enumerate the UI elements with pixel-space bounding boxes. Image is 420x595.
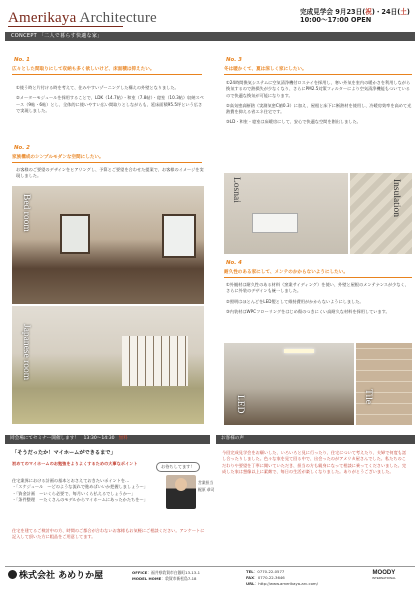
- company-name: 株式会社 あめりか屋: [8, 570, 103, 583]
- sec2-summary: 家族構成のシンプルモダンな空間にしたい。: [12, 155, 202, 163]
- open-date: 完成見学会 9月23日(祝)・24日(土): [300, 8, 410, 16]
- tile-photo: [356, 343, 412, 425]
- shoji: [122, 336, 188, 386]
- sec1-item: ②メーターモジュールを採用することで、LDK（14.7帖）・和室（7.8帖）・寝室（10.3帖）収納スペース（9帖・6帖）とし、全体的に使いやすい広い間取りとしながらも、延床面積95.5坪という広さで実現しました。: [16, 95, 204, 113]
- window: [162, 214, 196, 258]
- ventilation-unit: [252, 213, 298, 233]
- sec2-number: No. 2: [14, 145, 30, 151]
- contact-info: [246, 569, 318, 587]
- bedroom-photo: [12, 186, 204, 304]
- logo-underline: [8, 26, 123, 27]
- sec3-item: ①24時間換気システムに空気清浄機付ロスナイを採用し、寒い外気を室内の暖かさを利用しながら換気するので熱損失が少なくなり、さらにPM2.5対策フィルターにより空気清浄機能もついているので快適な換気が可能になります。: [226, 80, 411, 98]
- voice-text: 今回完成見学会をお願いした、いろいろと見に行ったり、住宅について考えたり、夫婦で何度も話し合ったりしました。色々な家を見て回る中で、出会ったのがアメリカ屋さんでした。私たちのこだわりや要望を丁寧に聞いていただき、担当の方も親身になって相談に乗ってくださいました。完成した家は想像以上に素敵で、毎日の生活が楽しくなりました。ありがとうございました。: [222, 450, 407, 474]
- japanese-room-label: Japanese room: [20, 324, 31, 381]
- seminar-bullet: ・「条件整理 〜たくさんのモデルからマイホームにあったかたちを〜」: [12, 496, 148, 502]
- sec3-item: ②高気密高断熱（実測気密C値0.3）に加え、屋根と床下に断熱材を使用し、冷暖房効率を高めて光熱費を抑える省エネ住宅です。: [226, 102, 412, 115]
- sec4-items: [226, 282, 412, 315]
- seminar-subtitle: 初めてのマイホームのお勉強をよりよくするための大事なポイント: [12, 461, 138, 466]
- sec4-item: ①外観材は耐久性のある材料（窯業サイディング）を使い、外壁と屋根のメンテナンスが少なく、さらに外装のデザインも統一しました。: [226, 282, 409, 294]
- office-address: OFFICE：福井県敦賀市白銀町13-13-1: [132, 570, 201, 575]
- seminar-bar: 同会場にてセミナー開催します！ 13:30～14:30 無料: [5, 435, 210, 444]
- concept-bar: CONCEPT 「二人で暮らす快適な家」: [5, 32, 415, 41]
- sec1-item: ①使う時と片付ける時を考えて、住みやすいゾーニングした構えの外壁となりました。: [16, 85, 179, 90]
- moody-logo: MOODY INTERNATIONAL: [372, 570, 396, 580]
- sec4-item: ②照明はほとんどをLED製として維持費用がかからないようにしました。: [226, 298, 364, 304]
- sec1-summary: 広々とした間取りにして収納も多く欲しいけど、床面積は抑えたい。: [12, 67, 202, 75]
- staff-title: 営業担当: [198, 480, 214, 485]
- footer-divider: [5, 566, 415, 567]
- bedroom-label: Bed room: [20, 194, 31, 232]
- japanese-room-photo: [12, 306, 204, 424]
- led-label: LED: [234, 395, 245, 414]
- sec3-items: [226, 80, 412, 126]
- seminar-bullets: [12, 478, 162, 503]
- seminar-note: 住宅を建てるご検討中の方、時間のご都合が合わないお客様もお気軽にご相談ください。アンケートに記入して頂いた方に粗品をご用意してます。: [12, 528, 205, 540]
- staff-face: [175, 478, 187, 491]
- tel: TEL：0770-22-0577: [246, 569, 285, 574]
- sec4-item: ③内装材はWPCフローリングをはじめ傷のつきにくい高耐久な材料を採用しています。: [226, 308, 390, 314]
- losnai-photo: [224, 173, 348, 254]
- tile-label: Tile: [362, 389, 373, 404]
- insulation-label: Insulation: [390, 179, 401, 217]
- model-address: MODEL HOME：敦賀市新松島7-18: [132, 576, 197, 582]
- seminar-bullet: ・「資金計画 〜いくら必要で、毎月いくら払えるでしょうか〜」: [12, 490, 136, 496]
- fax: FAX：0770-22-3646: [246, 575, 285, 581]
- window: [60, 214, 90, 254]
- sec4-summary: 耐久性のある家にして、メンテのかからないようにしたい。: [224, 270, 412, 278]
- url[interactable]: URL：http://www.amerikaya-arc.com/: [246, 581, 318, 587]
- sec1-number: No. 1: [14, 57, 30, 63]
- sec3-item: ③LD・和室・寝室は床暖房にして、安心で快適な空間を創出しました。: [226, 119, 361, 125]
- led-photo: [224, 343, 354, 425]
- sec3-number: No. 3: [226, 57, 242, 63]
- office-info: [132, 570, 200, 582]
- speech-bubble: お待ちしてます！: [156, 462, 200, 472]
- staff-name: 梶原 恭司: [198, 487, 215, 492]
- sec2-text: お客様のご要望のデザインをヒアリングし、予算とご要望を合わせた提案で、お客様のイメージを実現しました。: [16, 167, 204, 179]
- losnai-label: Losnai: [230, 177, 241, 203]
- sec3-summary: 冬は暖かくて、夏は涼しく家にしたい。: [224, 67, 412, 75]
- seminar-bullet: 住宅業界における計画の基本とおさえておきたいポイントを…: [12, 478, 130, 483]
- insulation-photo: [350, 173, 412, 254]
- staff-photo: [166, 475, 196, 509]
- sec4-number: No. 4: [226, 260, 242, 266]
- led-lights: [284, 349, 314, 353]
- voice-bar: お客様の声: [216, 435, 415, 444]
- brand-logo: Amerikaya Architecture: [8, 10, 157, 26]
- open-time: 10:00～17:00 OPEN: [300, 16, 372, 25]
- company-mark-icon: [8, 570, 17, 579]
- seminar-heading: 「そうだったか！マイホームができるまで」: [12, 450, 116, 456]
- open-house-info: [300, 8, 410, 24]
- sec1-items: [16, 85, 204, 114]
- free-badge: 無料: [118, 436, 128, 441]
- seminar-bullet: ・「スケジュール 〜どのような流れで進めばいいか把握しましょう〜」: [12, 484, 148, 490]
